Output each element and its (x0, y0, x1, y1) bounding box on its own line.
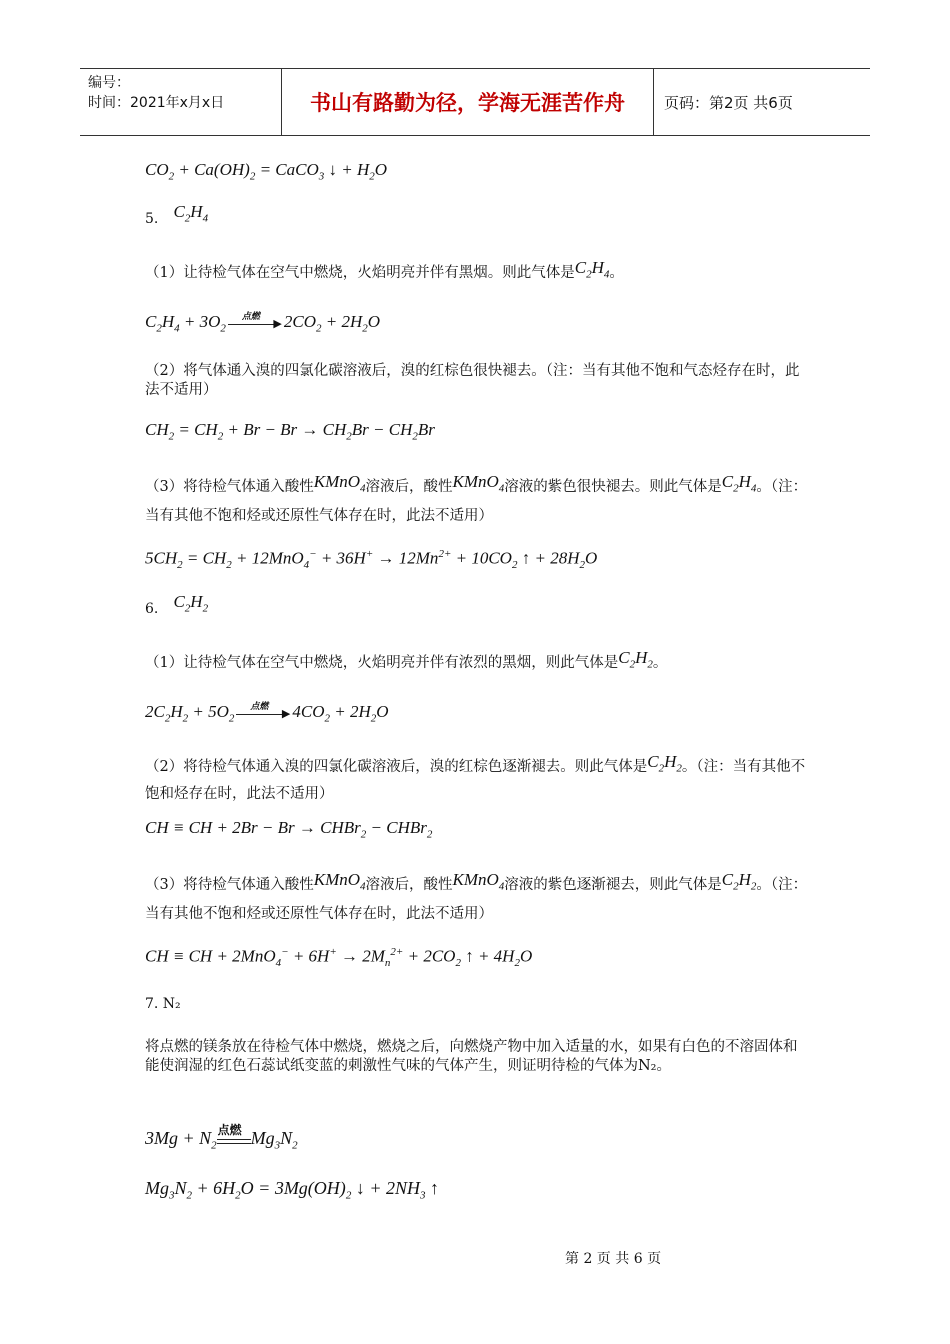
page-header (80, 68, 870, 136)
section-5-item-3: （3）将待检气体通入酸性KMnO$_4$溶液后，酸性KMnO$_4$溶液的紫色很快褪去。则此气体是$C_2H_4$。（注：当有其他不饱和烃或还原性气体存在时，此法不适用） (145, 472, 808, 525)
reaction-arrow: 点燃 ▶ (236, 707, 290, 719)
formula-c2h2: $C_2H_2$ (647, 752, 682, 775)
equation-mg-n2: $3Mg + N_2$ 点燃 $Mg_3N_2$ (145, 1122, 298, 1152)
formula-kmno4: KMnO$_4$ (452, 870, 505, 893)
equation-c2h4-kmno4: $5CH_2 = CH_2 + 12MnO_4^- + 36H^+ \to 12Mn^{2+} + 10CO_2$ ↑ + $28H_2O$ (145, 548, 598, 572)
section-6-item-3: （3）将待检气体通入酸性KMnO$_4$溶液后，酸性KMnO$_4$溶液的紫色逐渐褪去，则此气体是$C_2H_2$。（注：当有其他不饱和烃或还原性气体存在时，此法不适用） (145, 870, 808, 923)
formula-kmno4: KMnO$_4$ (452, 472, 505, 495)
formula-c2h2: $C_2H_2$ (618, 648, 653, 671)
header-motto: 书山有路勤为径，学海无涯苦作舟 (282, 69, 654, 135)
equation-c2h4-combustion: $C_2H_4 + 3O_2$ 点燃 ▶ $2CO_2 + 2H_2O$ (145, 311, 381, 335)
equation-c2h2-bromine: CH ≡ CH + 2Br − Br → CHBr$_2$ − CHBr$_2$ (145, 818, 433, 841)
section-7-heading: 7. N₂ (145, 996, 181, 1012)
section-5-item-1: （1）让待检气体在空气中燃烧，火焰明亮并伴有黑烟。则此气体是$C_2H_4$。 (145, 258, 624, 281)
equation-c2h4-bromine: $CH_2 = CH_2 + Br - Br \to CH_2Br - CH_2Br$ (145, 420, 435, 443)
page-footer: 第 2 页 共 6 页 (565, 1251, 662, 1267)
formula-c2h2: $C_2H_2$ (173, 592, 209, 615)
section-5-item-2: （2）将气体通入溴的四氯化碳溶液后，溴的红棕色很快褪去。（注：当有其他不饱和气态烃存在时，此法不适用） (145, 363, 800, 398)
header-date: 时间：2021年x月x日 (88, 95, 225, 111)
formula-c2h4: $C_2H_4$ (173, 202, 209, 225)
formula-kmno4: KMnO$_4$ (313, 472, 366, 495)
formula-kmno4: KMnO$_4$ (313, 870, 366, 893)
section-6-item-1: （1）让待检气体在空气中燃烧，火焰明亮并伴有浓烈的黑烟，则此气体是$C_2H_2$。 (145, 648, 668, 671)
equation-mg3n2-water: $Mg_3N_2 + 6H_2O = 3Mg(OH)_2$ ↓ + $2NH_3$ ↑ (145, 1178, 439, 1202)
header-page-info: 页码：第2页 共6页 (664, 93, 793, 112)
formula-c2h2: $C_2H_2$ (721, 870, 757, 893)
reaction-equals: 点燃 (217, 1133, 251, 1147)
header-meta (80, 69, 282, 135)
equation-c2h2-combustion: $2C_2H_2 + 5O_2$ 点燃 ▶ $4CO_2 + 2H_2O$ (145, 701, 389, 725)
reaction-arrow: 点燃 ▶ (228, 317, 282, 329)
section-5-heading: 5. $C_2H_4$ (145, 202, 209, 227)
equation-co2-caoh2: $CO_2 + Ca(OH)_2$ = CaCO$_3$ ↓ + $H_2O$ (145, 160, 388, 183)
section-7-item-1: 将点燃的镁条放在待检气体中燃烧，燃烧之后，向燃烧产物中加入适量的水，如果有白色的不溶固体和能使润湿的红色石蕊试纸变蓝的刺激性气味的气体产生，则证明待检的气体为N₂。 (145, 1039, 798, 1074)
formula-c2h4: $C_2H_4$ (721, 472, 757, 495)
section-6-heading: 6. $C_2H_2$ (145, 592, 209, 617)
header-number: 编号： (88, 75, 130, 91)
section-6-item-2: （2）将待检气体通入溴的四氯化碳溶液后，溴的红棕色逐渐褪去。则此气体是$C_2H_2$。（注：当有其他不饱和烃存在时，此法不适用） (145, 752, 806, 803)
formula-c2h4: $C_2H_4$ (574, 258, 610, 281)
equation-c2h2-kmno4: CH ≡ CH + $2MnO_4^- + 6H^+ \to 2M_n^{2+} + 2CO_2$ ↑ + $4H_2O$ (145, 946, 533, 970)
